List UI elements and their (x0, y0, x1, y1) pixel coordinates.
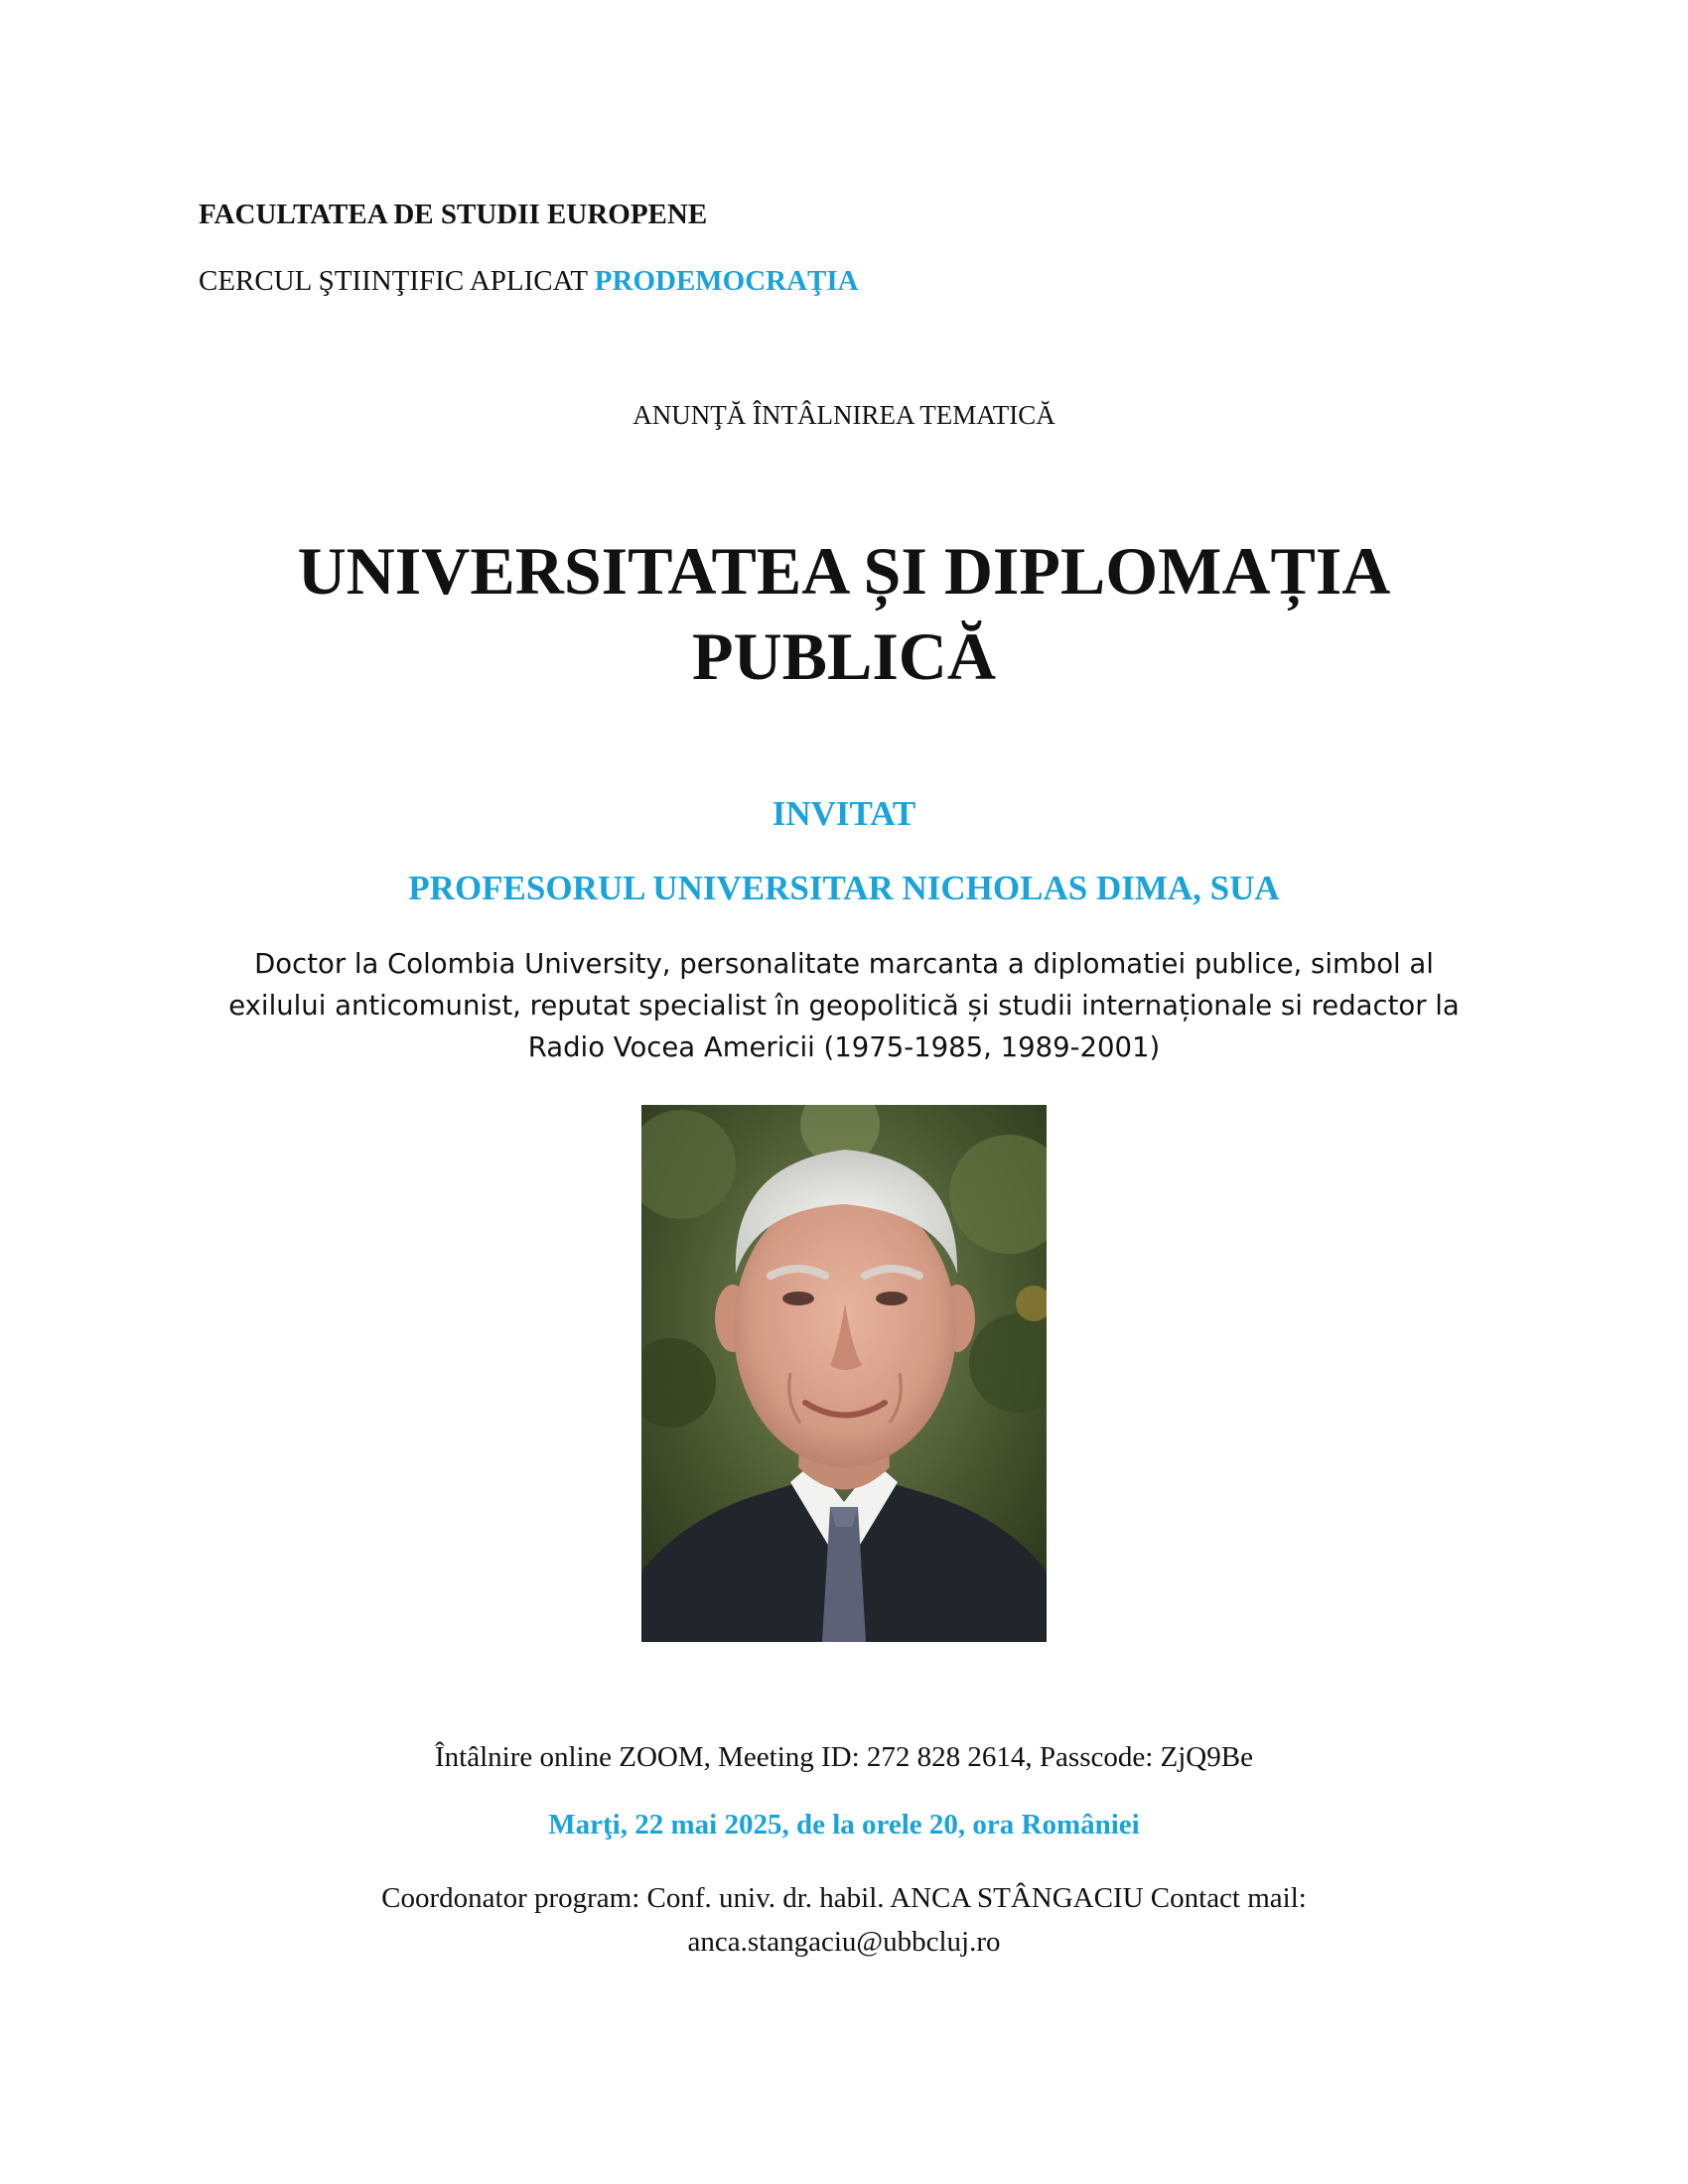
scientific-circle (199, 265, 859, 298)
event-title (99, 528, 1589, 699)
guest-name: PROFESORUL UNIVERSITAR NICHOLAS DIMA, SUA (408, 869, 1280, 907)
coordinator-line-1: Coordonator program: Conf. univ. dr. habil. ANCA STÂNGACIU Contact mail: (381, 1882, 1307, 1914)
event-title-line-1: UNIVERSITATEA ȘI DIPLOMAȚIA (297, 533, 1391, 609)
guest-portrait-photo (641, 1105, 1047, 1642)
event-title-line-2: PUBLICĂ (691, 618, 997, 694)
contact-email: anca.stangaciu@ubbcluj.ro (687, 1926, 1001, 1958)
guest-bio-line-3: Radio Vocea Americii (1975-1985, 1989-2001) (527, 1031, 1161, 1063)
announcement: ANUNŢĂ ÎNTÂLNIREA TEMATICĂ (633, 400, 1055, 430)
guest-label: INVITAT (772, 794, 916, 833)
coordinator-info (248, 1876, 1440, 1964)
zoom-meeting-info: Întâlnire online ZOOM, Meeting ID: 272 828 2614, Passcode: ZjQ9Be (435, 1741, 1253, 1773)
meeting-date: Marţi, 22 mai 2025, de la orele 20, ora României (548, 1809, 1140, 1841)
guest-bio-line-2: exilului anticomunist, reputat specialist în geopolitică și studii internaționale si redactor la (228, 990, 1460, 1022)
guest-bio-line-1: Doctor la Colombia University, personalitate marcanta a diplomatiei publice, simbol al (254, 948, 1434, 980)
faculty-name: FACULTATEA DE STUDII EUROPENE (199, 199, 708, 230)
circle-name: PRODEMOCRAŢIA (594, 265, 859, 297)
circle-prefix: CERCUL ŞTIINŢIFIC APLICAT (199, 265, 595, 297)
guest-bio (169, 943, 1519, 1068)
